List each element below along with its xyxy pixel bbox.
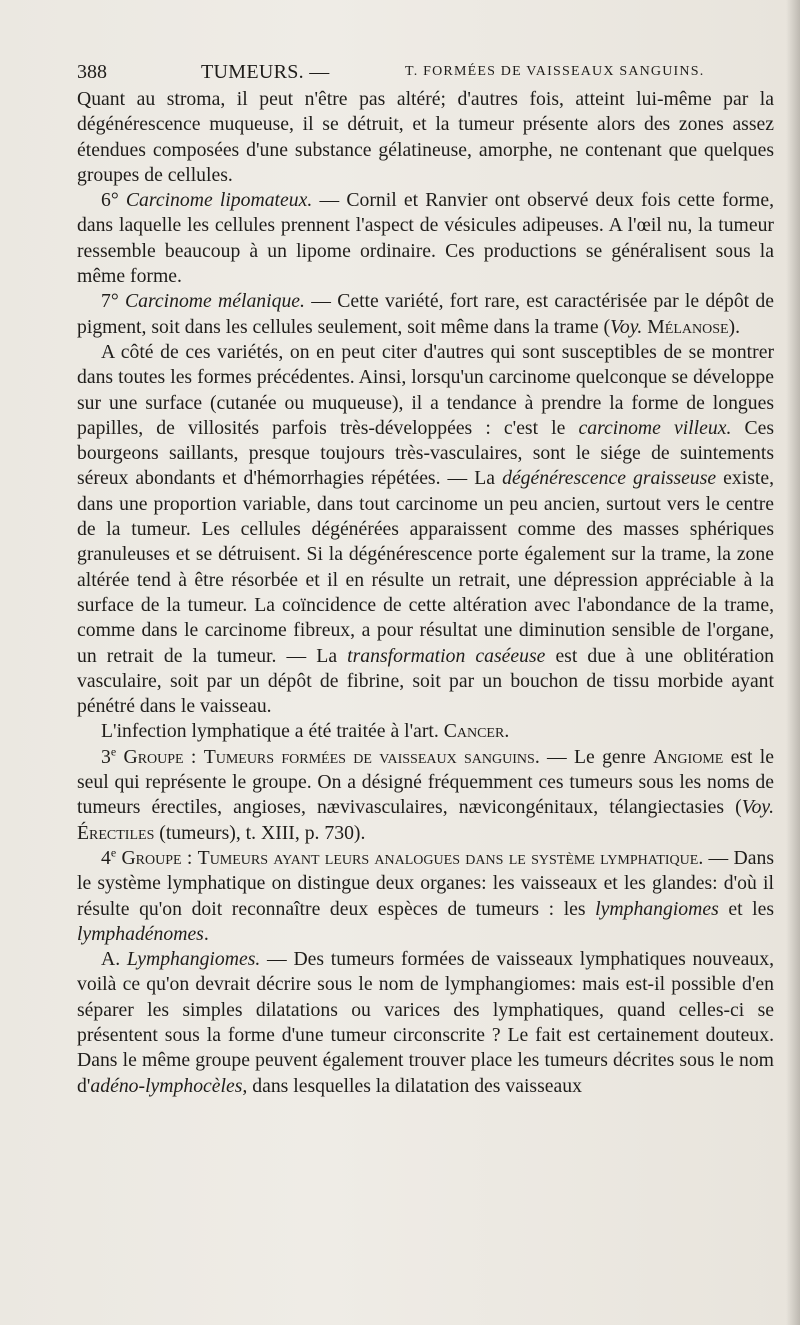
text-run: :	[183, 745, 204, 768]
paragraph	[77, 188, 774, 289]
text-run: Ces bourgeons saillants, presque toujours très-vasculaires, sont le siége de suintements séreux abondants et d'hémorrhagies répétées. — La	[77, 416, 775, 490]
paragraph	[77, 947, 774, 1099]
small-caps-text: Groupe	[123, 745, 184, 768]
running-subtitle: T. FORMÉES DE VAISSEAUX SANGUINS.	[405, 64, 705, 79]
paragraph	[77, 745, 774, 846]
text-run: Quant au stroma, il peut n'être pas altéré; d'autres fois, atteint lui-même par la dégénérescence muqueuse, il se détruit, et la tumeur présente alors des zones assez étendues composées d'une substance gélatineuse, amorphe, ne contenant que quelques groupes de cellules.	[77, 88, 774, 186]
paragraph	[77, 719, 774, 744]
text-run: L'infection lymphatique a été traitée à l'art.	[101, 720, 444, 743]
text-run: dans lesquelles la dilatation des vaisseaux	[247, 1074, 582, 1097]
text-run: 3	[101, 745, 111, 768]
superscript: e	[110, 845, 117, 860]
italic-text: dégénérescence graisseuse	[502, 467, 717, 490]
text-run: existe, dans une proportion variable, dans tout carcinome un peu ancien, surtout vers le centre de la tumeur. Les cellules dégénérées apparaissent comme des masses sphériques granuleuses et se détruisent. Si la dégénérescence porte également sur la trame, la zone altérée tend à être résorbée et il en résulte un retrait, une dépression appréciable à la surface de la tumeur. La coïncidence de cette altération avec l'abondance de la trame, comme dans le carcinome fibreux, a pour résultat une diminution sensible de l'organe, un retrait de la tumeur. — La	[77, 467, 775, 667]
small-caps-text: Groupe	[121, 846, 182, 869]
italic-text: lymphadénomes	[77, 922, 204, 945]
text-run: — Des tumeurs formées de vaisseaux lymphatiques nouveaux, voilà ce qu'on devrait décrire sous le nom de lymphangiomes: mais est-il possible d'en séparer les simples dilatations ou varices des lymphatiques, quand celles-ci se présentent sous la forme d'une tumeur circonscrite ? Le fait est certainement douteux. Dans le même groupe peuvent également trouver place les tumeurs décrites sous le nom d'	[77, 948, 774, 1097]
text-run: 6°	[101, 189, 126, 212]
text-run: est le seul qui représente le groupe. On a désigné fréquemment ces tumeurs sous les noms de tumeurs érectiles, angioses, nævivasculaires, nævicongénitaux, télangiectasies (	[77, 745, 775, 819]
small-caps-text: Tumeurs formées de vaisseaux sanguins	[203, 745, 535, 768]
italic-text: Voy.	[741, 796, 774, 819]
small-caps-text: Angiome	[653, 745, 724, 768]
page-edge-shadow	[786, 0, 800, 1325]
text-run: :	[181, 846, 198, 869]
text-run: . — Dans le système lymphatique on distingue deux organes: les vaisseaux et les glandes: d'où il résulte qu'on doit reconnaître deux espèces de tumeurs : les	[77, 846, 774, 920]
running-title-dash: —	[309, 61, 330, 83]
running-title-main: TUMEURS.	[201, 61, 304, 83]
small-caps-text: Cancer	[443, 720, 505, 743]
text-run: est due à une oblitération vasculaire, soit par un dépôt de fibrine, soit par un bouchon de tissu morbide ayant pénétré dans le vaisseau.	[77, 644, 775, 718]
paragraph	[77, 340, 774, 719]
paragraph	[77, 289, 774, 340]
text-run: et les	[718, 897, 774, 920]
superscript: e	[110, 744, 117, 759]
running-header	[77, 58, 777, 86]
text-run: (tumeurs), t. XIII, p. 730).	[154, 821, 366, 844]
text-run: — Cornil et Ranvier ont observé deux fois cette forme, dans laquelle les cellules prennent l'aspect de vésicules adipeuses. A l'œil nu, la tumeur ressemble beaucoup à un lipome ordinaire. Ces productions se généralisent sous la même forme.	[77, 189, 774, 288]
paragraph	[77, 87, 774, 188]
body-text	[77, 87, 774, 1099]
small-caps-text: Mélanose	[647, 315, 729, 338]
text-run: 4	[101, 846, 111, 869]
italic-text: carcinome villeux.	[578, 416, 732, 439]
text-run: .	[203, 922, 209, 945]
page-number: 388	[77, 61, 107, 83]
text-run: A côté de ces variétés, on en peut citer d'autres qui sont susceptibles de se montrer dans toutes les formes précédentes. Ainsi, lorsqu'un carcinome quelconque se développe sur une surface (cutanée ou muqueuse), il a tendance à prendre la forme de longues papilles, de villosités parfois très-développées : c'est le	[77, 340, 774, 439]
text-run: A.	[101, 948, 127, 971]
italic-text: Carcinome lipomateux.	[125, 189, 313, 212]
italic-text: lymphangiomes	[595, 897, 719, 920]
italic-text: Lymphangiomes.	[126, 948, 261, 971]
italic-text: Carcinome mélanique.	[125, 290, 305, 313]
small-caps-text: Érectiles	[77, 821, 155, 844]
italic-text: Voy.	[610, 315, 643, 338]
text-run: — Cette variété, fort rare, est caractérisée par le dépôt de pigment, soit dans les cellules seulement, soit même dans la trame (	[77, 290, 774, 338]
text-run: 7°	[101, 290, 125, 313]
small-caps-text: Tumeurs ayant leurs analogues dans le système lymphatique	[197, 846, 699, 869]
text-run: ).	[728, 315, 741, 338]
paragraph	[77, 846, 774, 947]
italic-text: adéno-lymphocèles,	[90, 1074, 248, 1097]
text-run: . — Le genre	[534, 745, 654, 768]
running-title	[201, 58, 330, 86]
text-run: .	[504, 720, 510, 743]
italic-text: transformation caséeuse	[347, 644, 546, 667]
